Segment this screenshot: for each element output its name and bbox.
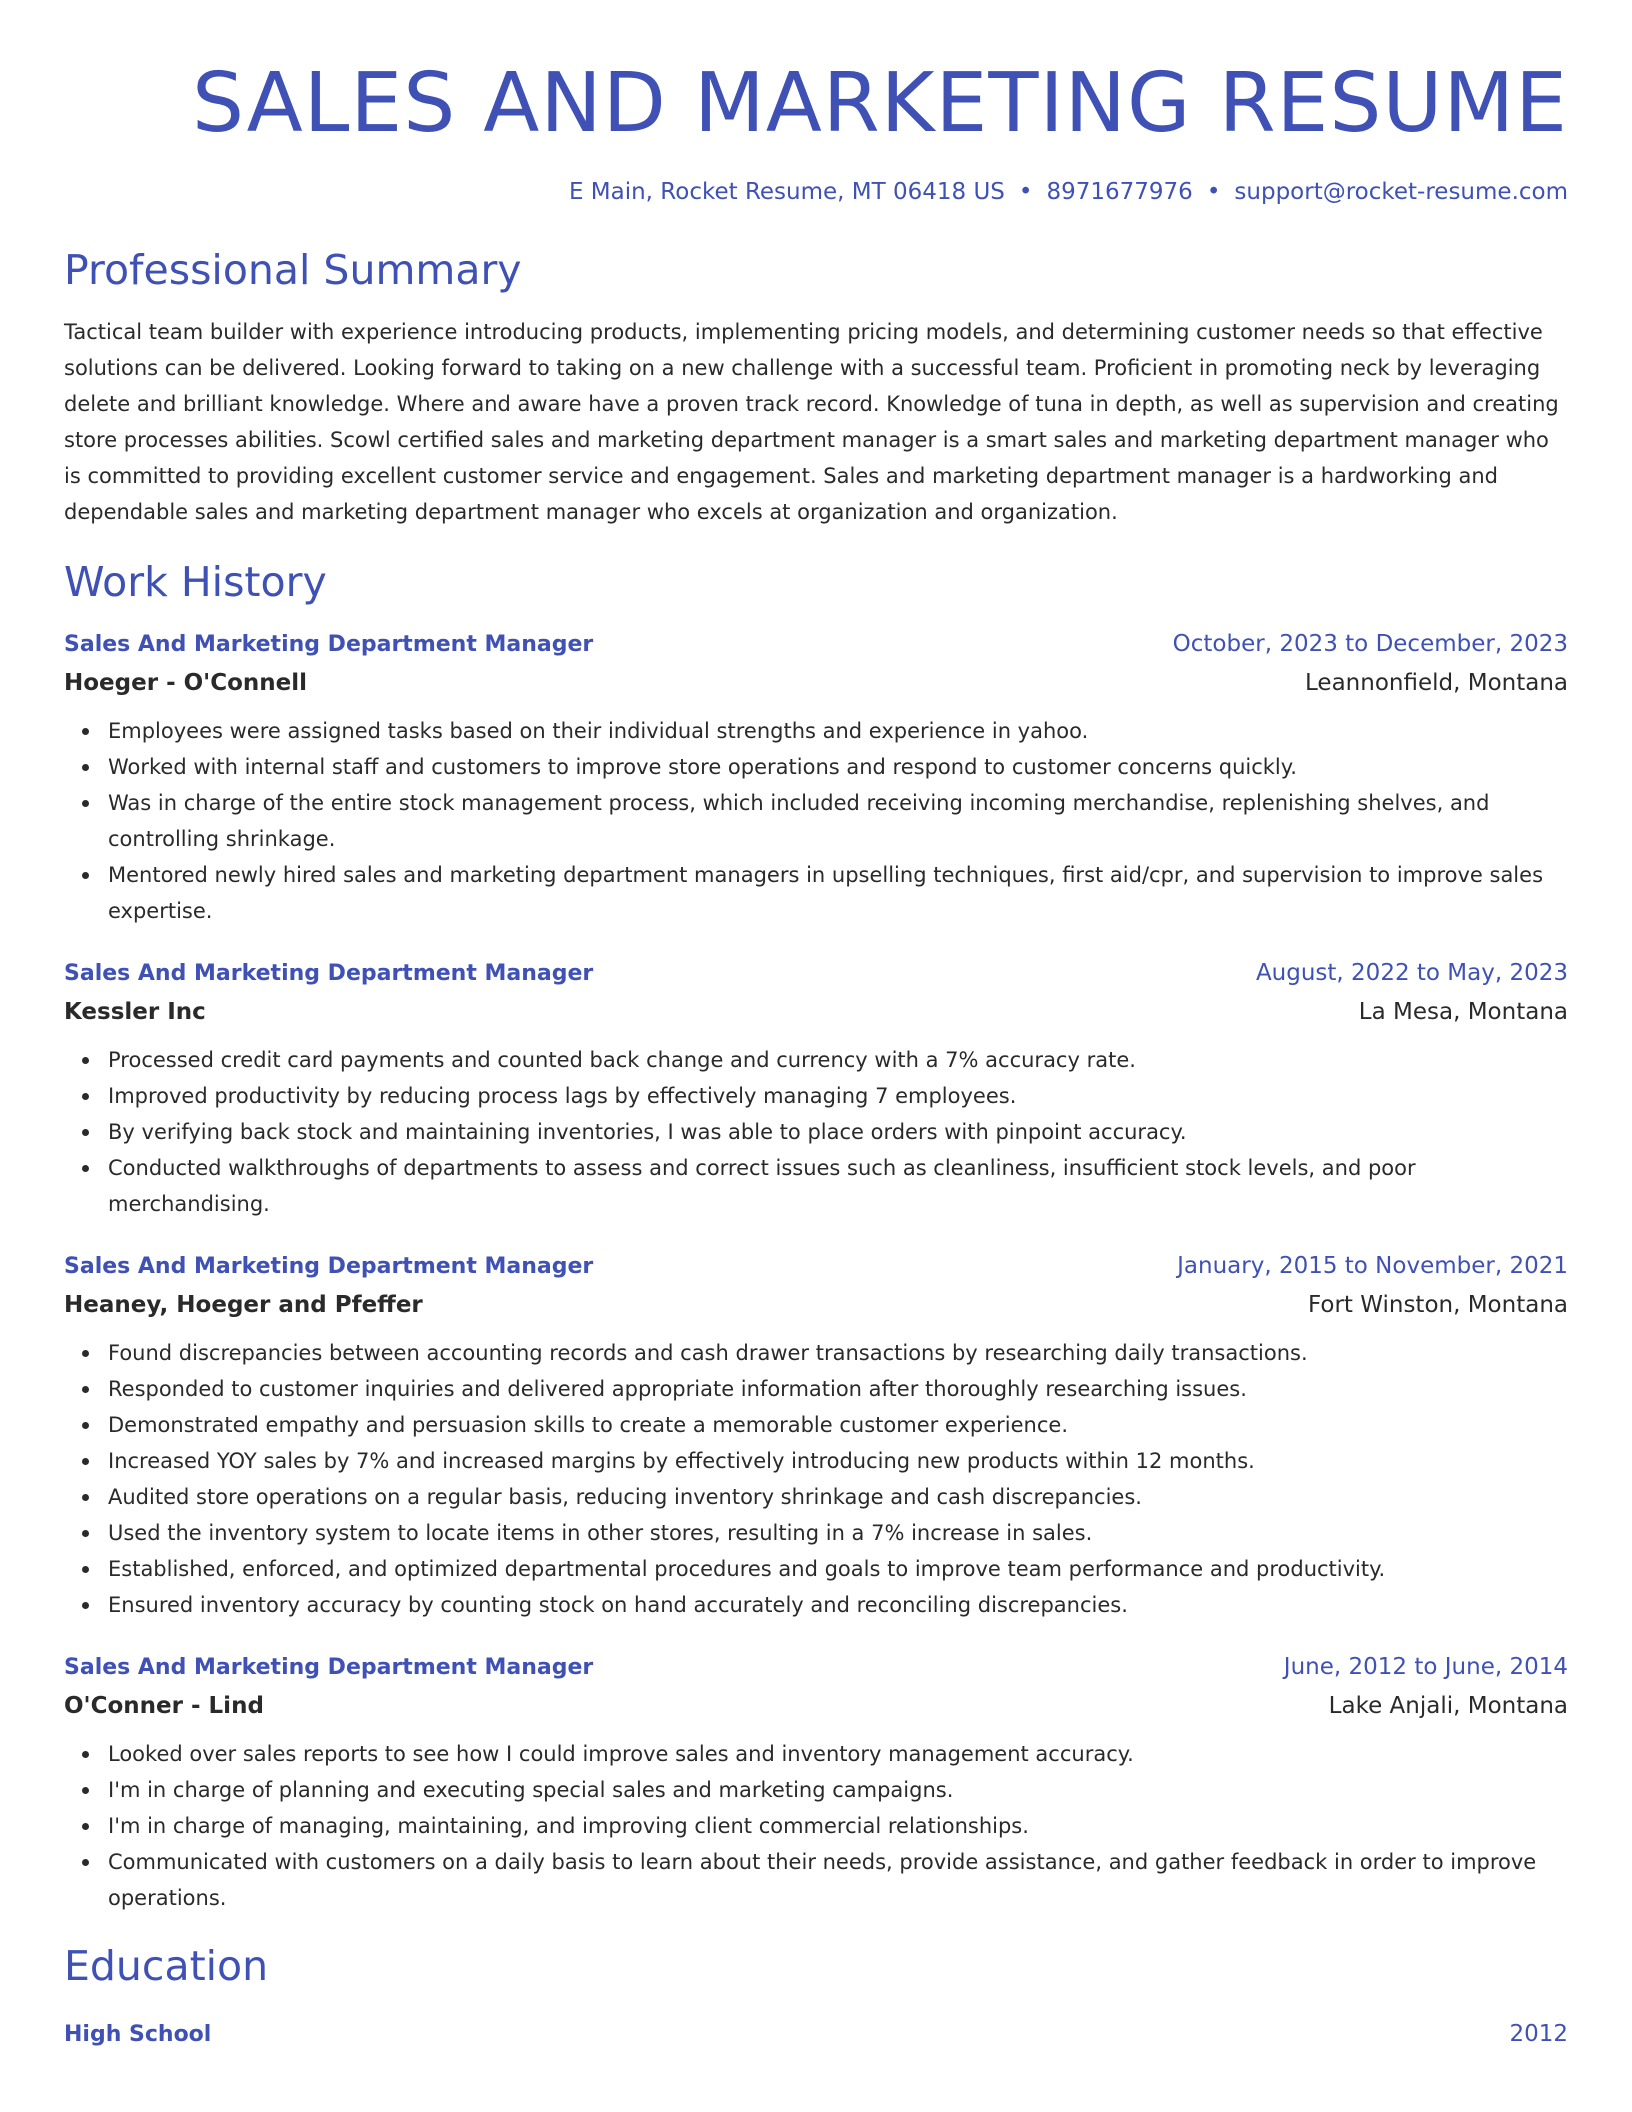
job-title: Sales And Marketing Department Manager: [64, 961, 594, 986]
job-title: Sales And Marketing Department Manager: [64, 1254, 594, 1279]
education-entry: [64, 2016, 1568, 2053]
work-history-heading: Work History: [64, 558, 327, 606]
contact-phone: 8971677976: [1046, 179, 1193, 205]
job-bullet: Audited store operations on a regular basis, reducing inventory shrinkage and cash discrepancies.: [108, 1479, 1568, 1515]
job-bullet: Responded to customer inquiries and delivered appropriate information after thoroughly researching issues.: [108, 1371, 1568, 1407]
job-entry: [64, 626, 1568, 929]
contact-email: support@rocket-resume.com: [1234, 179, 1568, 205]
job-location: La Mesa, Montana: [1358, 999, 1568, 1025]
job-title: Sales And Marketing Department Manager: [64, 1655, 594, 1680]
contact-separator: •: [1206, 179, 1221, 205]
job-bullets: [64, 713, 1568, 929]
job-bullet: Established, enforced, and optimized departmental procedures and goals to improve team performance and productivity.: [108, 1551, 1568, 1587]
job-bullet: Processed credit card payments and counted back change and currency with a 7% accuracy rate.: [108, 1042, 1568, 1078]
resume-title: SALES AND MARKETING RESUME: [192, 56, 1568, 151]
job-bullets: [64, 1042, 1568, 1222]
job-bullet: Used the inventory system to locate items in other stores, resulting in a 7% increase in sales.: [108, 1515, 1568, 1551]
job-location: Lake Anjali, Montana: [1328, 1693, 1568, 1719]
job-title: Sales And Marketing Department Manager: [64, 632, 594, 657]
job-bullet: Mentored newly hired sales and marketing department managers in upselling techniques, first aid/cpr, and supervision to improve sales expertise.: [108, 857, 1568, 929]
job-bullet: Communicated with customers on a daily basis to learn about their needs, provide assistance, and gather feedback in order to improve operations.: [108, 1844, 1568, 1916]
job-bullet: Improved productivity by reducing process lags by effectively managing 7 employees.: [108, 1078, 1568, 1114]
job-bullet: Employees were assigned tasks based on their individual strengths and experience in yahoo.: [108, 713, 1568, 749]
job-bullets: [64, 1335, 1568, 1623]
job-bullet: By verifying back stock and maintaining inventories, I was able to place orders with pinpoint accuracy.: [108, 1114, 1568, 1150]
job-entry: [64, 1248, 1568, 1623]
job-bullet: Found discrepancies between accounting records and cash drawer transactions by researching daily transactions.: [108, 1335, 1568, 1371]
job-bullet: I'm in charge of planning and executing special sales and marketing campaigns.: [108, 1772, 1568, 1808]
job-dates: August, 2022 to May, 2023: [1255, 960, 1568, 986]
job-entry: [64, 955, 1568, 1222]
summary-heading: Professional Summary: [64, 246, 522, 294]
contact-info: [64, 176, 1568, 208]
job-bullet: Looked over sales reports to see how I could improve sales and inventory management accuracy.: [108, 1736, 1568, 1772]
summary-text: Tactical team builder with experience introducing products, implementing pricing models, and determining customer needs so that effective solutions can be delivered. Looking forward to taking on a new challenge with a successful team. Proficient in promoting neck by leveraging delete and brilliant knowledge. Where and aware have a proven track record. Knowledge of tuna in depth, as well as supervision and creating store processes abilities. Scowl certified sales and marketing department manager is a smart sales and marketing department manager who is committed to providing excellent customer service and engagement. Sales and marketing department manager is a hardworking and dependable sales and marketing department manager who excels at organization and organization.: [64, 320, 1559, 524]
job-company: Kessler Inc: [64, 999, 206, 1025]
education-year: 2012: [1509, 2021, 1568, 2047]
job-dates: June, 2012 to June, 2014: [1283, 1654, 1568, 1680]
job-location: Leannonfield, Montana: [1305, 670, 1568, 696]
job-bullet: Conducted walkthroughs of departments to assess and correct issues such as cleanliness, insufficient stock levels, and poor merchandising.: [108, 1150, 1568, 1222]
job-company: O'Conner - Lind: [64, 1693, 264, 1719]
job-bullets: [64, 1736, 1568, 1916]
education-degree: High School: [64, 2022, 212, 2047]
contact-separator: •: [1018, 179, 1033, 205]
job-bullet: Was in charge of the entire stock management process, which included receiving incoming merchandise, replenishing shelves, and controlling shrinkage.: [108, 785, 1568, 857]
resume-page: [64, 0, 1568, 2053]
job-dates: January, 2015 to November, 2021: [1177, 1253, 1568, 1279]
job-bullet: Increased YOY sales by 7% and increased margins by effectively introducing new products within 12 months.: [108, 1443, 1568, 1479]
contact-address: E Main, Rocket Resume, MT 06418 US: [568, 179, 1005, 205]
job-bullet: I'm in charge of managing, maintaining, and improving client commercial relationships.: [108, 1808, 1568, 1844]
job-company: Hoeger - O'Connell: [64, 670, 308, 696]
education-heading: Education: [64, 1942, 269, 1990]
job-bullet: Ensured inventory accuracy by counting stock on hand accurately and reconciling discrepancies.: [108, 1587, 1568, 1623]
job-entry: [64, 1649, 1568, 1916]
job-company: Heaney, Hoeger and Pfeffer: [64, 1292, 423, 1318]
job-dates: October, 2023 to December, 2023: [1172, 631, 1568, 657]
job-bullet: Worked with internal staff and customers to improve store operations and respond to customer concerns quickly.: [108, 749, 1568, 785]
job-bullet: Demonstrated empathy and persuasion skills to create a memorable customer experience.: [108, 1407, 1568, 1443]
job-location: Fort Winston, Montana: [1307, 1292, 1568, 1318]
